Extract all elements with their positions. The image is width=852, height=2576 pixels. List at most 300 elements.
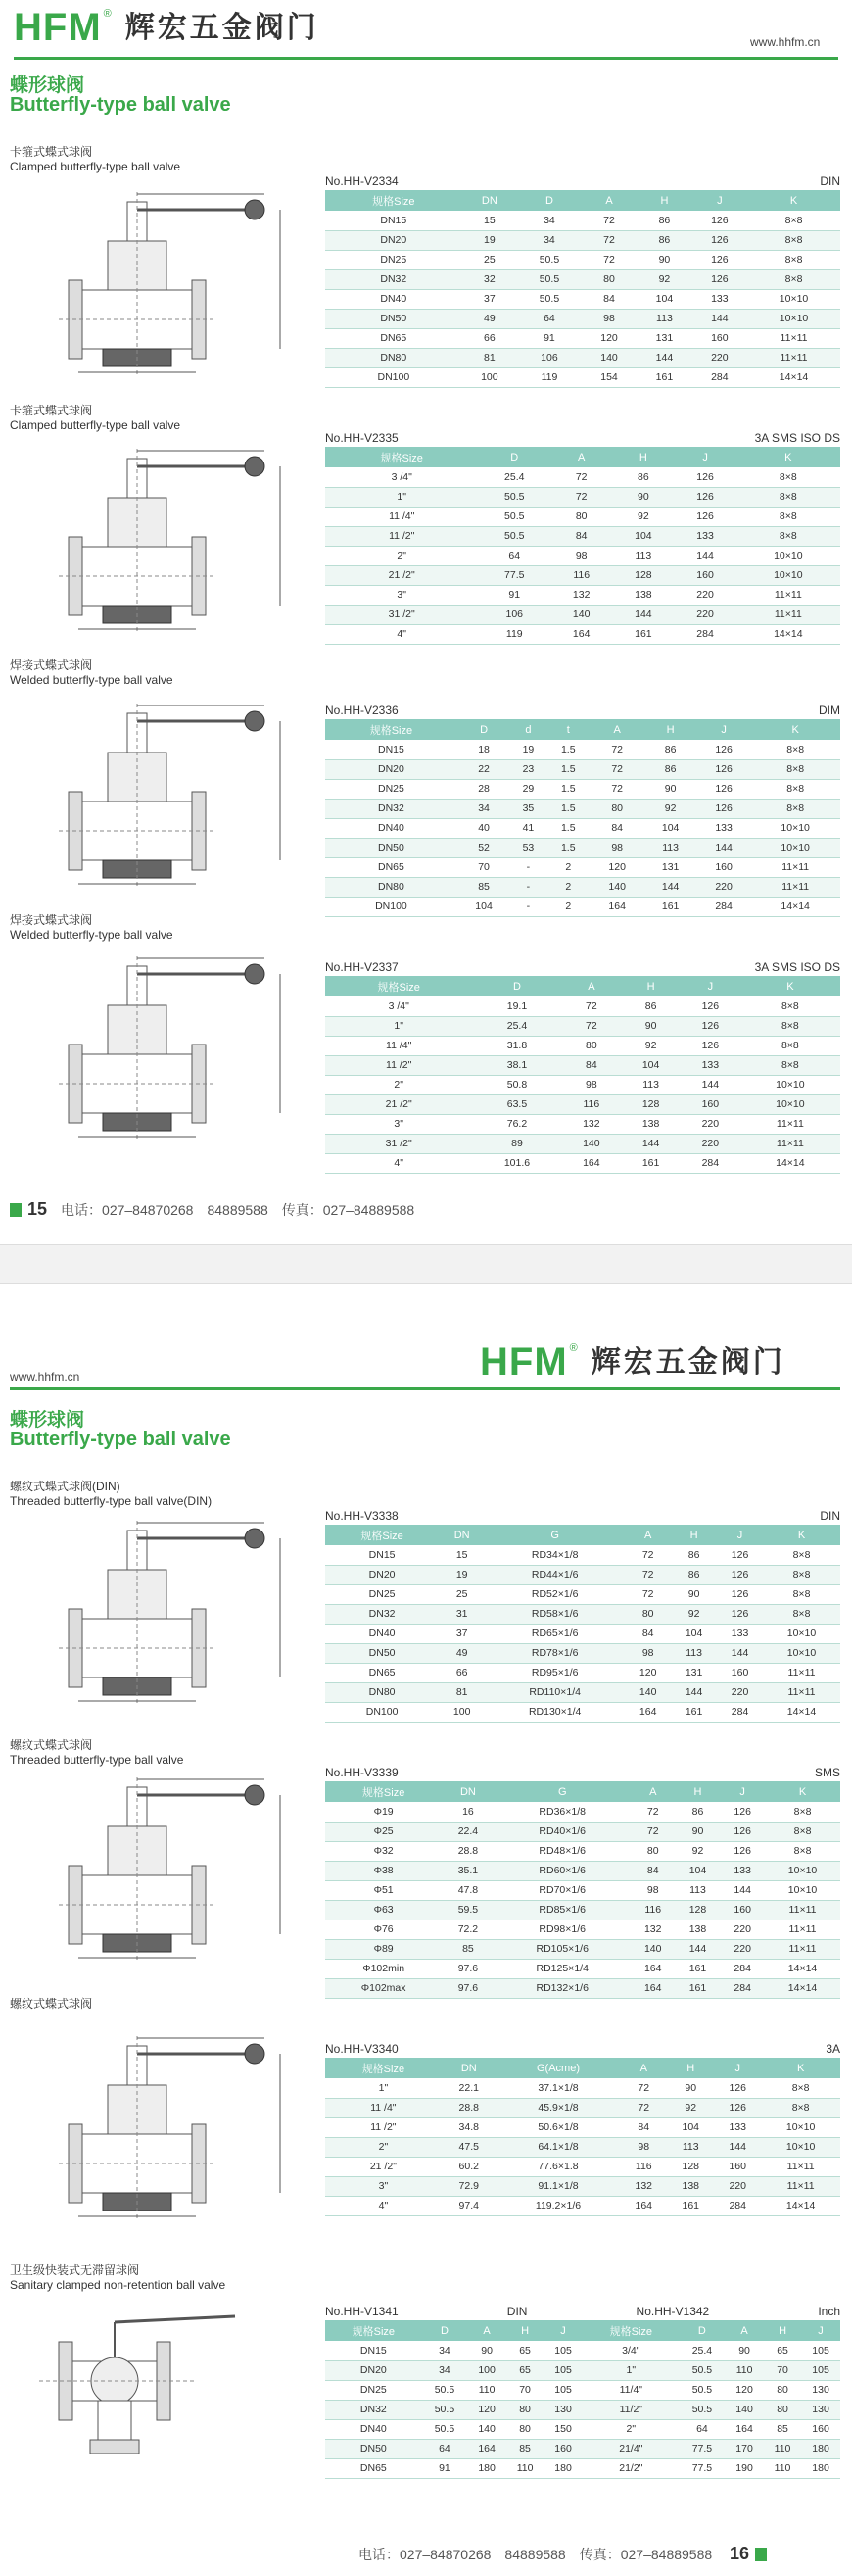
table-cell: 11×11 — [740, 1114, 840, 1134]
column-header: 规格Size — [325, 1525, 439, 1545]
table-cell: 144 — [671, 1682, 717, 1702]
table-cell: 144 — [612, 605, 674, 624]
table-cell: 80 — [506, 2400, 544, 2419]
table-row — [325, 2137, 840, 2157]
table-cell: 126 — [681, 1036, 740, 1055]
table-cell: 90 — [637, 250, 691, 269]
table-cell: Φ25 — [325, 1822, 442, 1841]
table-cell: 70 — [764, 2360, 801, 2380]
table-cell: 132 — [561, 1114, 621, 1134]
table-cell: 144 — [643, 877, 696, 897]
table-cell: 133 — [674, 526, 735, 546]
table-cell: 105 — [544, 2380, 583, 2400]
table-cell: 126 — [720, 1802, 765, 1822]
table-cell: 41 — [510, 818, 545, 838]
table-cell: RD34×1/8 — [485, 1545, 625, 1565]
table-cell: 34 — [422, 2341, 467, 2360]
table-cell: 72 — [625, 1565, 671, 1584]
table-cell: - — [510, 857, 545, 877]
table-cell: 50.8 — [472, 1075, 561, 1094]
table-cell: 2" — [325, 2137, 442, 2157]
column-header: H — [637, 190, 691, 211]
column-header: A — [625, 1525, 671, 1545]
table-cell: 161 — [676, 1959, 721, 1978]
table-cell: 86 — [643, 759, 696, 779]
table-cell: 126 — [692, 230, 747, 250]
footer — [10, 1199, 414, 1220]
table-cell: 220 — [681, 1134, 740, 1153]
column-header: A — [561, 976, 621, 996]
column-header: K — [740, 976, 840, 996]
table-cell: 8×8 — [761, 2098, 840, 2117]
table-cell: 49 — [439, 1643, 485, 1663]
column-header: K — [747, 190, 840, 211]
table-cell: 160 — [544, 2439, 583, 2458]
table-cell: 84 — [631, 1861, 676, 1880]
table-cell: 140 — [467, 2419, 506, 2439]
column-header: H — [621, 976, 681, 996]
table-cell: 65 — [506, 2360, 544, 2380]
product-label: 焊接式蝶式球阀 Welded butterfly-type ball valve — [10, 658, 173, 687]
table-cell: 92 — [621, 1036, 681, 1055]
table-row — [325, 1702, 840, 1722]
table-cell: 8×8 — [736, 526, 840, 546]
table-cell: 21 /2" — [325, 565, 478, 585]
table-cell: 220 — [720, 1939, 765, 1959]
table-cell: 11×11 — [747, 348, 840, 367]
table-row — [325, 269, 840, 289]
table-cell: 180 — [801, 2439, 840, 2458]
table-cell: 8×8 — [761, 2078, 840, 2098]
table-cell: 92 — [612, 507, 674, 526]
table-cell: 11×11 — [736, 605, 840, 624]
table-cell: 220 — [720, 1920, 765, 1939]
table-cell: 8×8 — [763, 1565, 840, 1584]
table-cell: 64 — [478, 546, 550, 565]
table-cell: 144 — [637, 348, 691, 367]
table-cell: 86 — [637, 230, 691, 250]
table-row — [325, 230, 840, 250]
column-header: 规格Size — [325, 1781, 442, 1802]
table-cell: 100 — [439, 1702, 485, 1722]
page-number: 16 — [730, 2544, 750, 2563]
table-cell: 161 — [612, 624, 674, 644]
table-cell: DN15 — [325, 1545, 439, 1565]
table-cell: 98 — [625, 1643, 671, 1663]
table-cell: DN100 — [325, 1702, 439, 1722]
table-cell: RD105×1/6 — [495, 1939, 631, 1959]
table-cell: RD44×1/6 — [485, 1565, 625, 1584]
table-cell: DN20 — [325, 2360, 422, 2380]
table-cell: 50.5 — [680, 2380, 725, 2400]
table-cell: 132 — [550, 585, 612, 605]
table-cell: 45.9×1/8 — [497, 2098, 621, 2117]
table-row — [325, 1841, 840, 1861]
table-cell: 164 — [725, 2419, 764, 2439]
table-cell: 1.5 — [546, 740, 591, 759]
table-cell: 50.5 — [517, 289, 582, 309]
table-cell: 160 — [717, 1663, 763, 1682]
table-row — [325, 467, 840, 487]
table-row — [325, 1822, 840, 1841]
table-cell: 190 — [725, 2458, 764, 2478]
table-cell: 35.1 — [442, 1861, 494, 1880]
table-cell: 65 — [506, 2341, 544, 2360]
table-cell: 164 — [467, 2439, 506, 2458]
table-cell: 144 — [621, 1134, 681, 1153]
spec-table — [325, 2320, 840, 2479]
table-cell: 11×11 — [750, 877, 840, 897]
table-cell: 126 — [714, 2078, 761, 2098]
table-cell: 11×11 — [740, 1134, 840, 1153]
table-cell: 64 — [422, 2439, 467, 2458]
table-cell: 64.1×1/8 — [497, 2137, 621, 2157]
table-cell: 65 — [764, 2341, 801, 2360]
table-cell: 126 — [717, 1565, 763, 1584]
column-header: D — [457, 719, 510, 740]
table-cell: DN65 — [325, 2458, 422, 2478]
table-row — [325, 1939, 840, 1959]
column-header: J — [692, 190, 747, 211]
table-cell: 72 — [561, 996, 621, 1016]
table-cell: 2 — [546, 857, 591, 877]
table-cell: 113 — [637, 309, 691, 328]
table-cell: 84 — [550, 526, 612, 546]
table-cell: 120 — [725, 2380, 764, 2400]
column-header: J — [720, 1781, 765, 1802]
table-cell: 164 — [591, 897, 643, 916]
table-cell: 77.5 — [680, 2439, 725, 2458]
table-cell: 8×8 — [765, 1841, 840, 1861]
table-cell: 3 /4" — [325, 467, 478, 487]
website-url[interactable]: www.hhfm.cn — [10, 1370, 80, 1384]
table-cell: RD130×1/4 — [485, 1702, 625, 1722]
table-cell: 84 — [591, 818, 643, 838]
table-cell: 86 — [671, 1565, 717, 1584]
column-header: 规格Size — [325, 190, 462, 211]
standard-label: DIN — [820, 174, 840, 188]
table-cell: 34 — [457, 799, 510, 818]
column-header: H — [643, 719, 696, 740]
table-cell: 164 — [631, 1959, 676, 1978]
column-header: J — [801, 2320, 840, 2341]
table-cell: 8×8 — [747, 230, 840, 250]
table-row — [325, 526, 840, 546]
table-cell: 8×8 — [763, 1584, 840, 1604]
table-cell: RD132×1/6 — [495, 1978, 631, 1998]
spec-table — [325, 976, 840, 1174]
table-row — [325, 1055, 840, 1075]
table-cell: 180 — [801, 2458, 840, 2478]
table-cell: 10×10 — [761, 2117, 840, 2137]
table-cell: 126 — [717, 1545, 763, 1565]
table-cell: 11×11 — [736, 585, 840, 605]
table-cell: 161 — [643, 897, 696, 916]
table-cell: 110 — [764, 2458, 801, 2478]
table-cell: 144 — [674, 546, 735, 565]
table-row — [325, 838, 840, 857]
table-cell: 140 — [725, 2400, 764, 2419]
table-cell: 37 — [462, 289, 517, 309]
table-cell: 92 — [667, 2098, 714, 2117]
website-url[interactable]: www.hhfm.cn — [750, 35, 821, 49]
table-cell: 80 — [625, 1604, 671, 1624]
table-cell: 2" — [325, 1075, 472, 1094]
product-label: 螺纹式蝶式球阀 — [10, 1997, 93, 2011]
table-cell: 220 — [681, 1114, 740, 1134]
column-header: A — [725, 2320, 764, 2341]
table-cell: 90 — [676, 1822, 721, 1841]
table-row — [325, 1153, 840, 1173]
table-cell: 14×14 — [747, 367, 840, 387]
table-row — [325, 1959, 840, 1978]
table-cell: 100 — [462, 367, 517, 387]
table-cell: 35 — [510, 799, 545, 818]
table-cell: RD98×1/6 — [495, 1920, 631, 1939]
table-cell: 8×8 — [765, 1802, 840, 1822]
column-header: G — [495, 1781, 631, 1802]
table-row — [325, 759, 840, 779]
table-row — [325, 1075, 840, 1094]
table-row — [325, 2439, 840, 2458]
table-cell: 92 — [643, 799, 696, 818]
model-number: No.HH-V2337 — [325, 960, 399, 974]
table-cell: 132 — [620, 2176, 667, 2196]
spec-table-block — [325, 1764, 840, 1999]
table-cell: 144 — [714, 2137, 761, 2157]
table-cell: 53 — [510, 838, 545, 857]
table-cell: 90 — [643, 779, 696, 799]
model-number: No.HH-V2335 — [325, 431, 399, 445]
table-cell: 3" — [325, 585, 478, 605]
table-cell: 4" — [325, 2196, 442, 2215]
table-row — [325, 1861, 840, 1880]
table-cell: 64 — [517, 309, 582, 328]
table-cell: 180 — [544, 2458, 583, 2478]
table-cell: 19 — [462, 230, 517, 250]
registered-mark: ® — [103, 8, 112, 20]
table-cell: 113 — [643, 838, 696, 857]
table-cell: DN50 — [325, 309, 462, 328]
table-cell: DN50 — [325, 1643, 439, 1663]
header-rule — [14, 57, 838, 60]
table-cell: RD40×1/6 — [495, 1822, 631, 1841]
table-cell: 106 — [517, 348, 582, 367]
table-cell: 8×8 — [765, 1822, 840, 1841]
table-cell: 89 — [472, 1134, 561, 1153]
table-cell: RD110×1/4 — [485, 1682, 625, 1702]
table-cell: 92 — [671, 1604, 717, 1624]
table-cell: 66 — [439, 1663, 485, 1682]
column-header: A — [467, 2320, 506, 2341]
table-cell: 80 — [591, 799, 643, 818]
logo-text: HFM — [480, 1340, 568, 1384]
table-cell: 126 — [720, 1822, 765, 1841]
table-cell: 66 — [462, 328, 517, 348]
table-cell: 90 — [621, 1016, 681, 1036]
table-cell: RD85×1/6 — [495, 1900, 631, 1920]
table-cell: 15 — [462, 211, 517, 230]
table-row — [325, 1802, 840, 1822]
table-cell: 37 — [439, 1624, 485, 1643]
table-cell: 170 — [725, 2439, 764, 2458]
table-cell: 50.5 — [422, 2419, 467, 2439]
table-cell: 22.4 — [442, 1822, 494, 1841]
table-cell: 8×8 — [750, 779, 840, 799]
page-marker — [10, 1203, 22, 1217]
table-cell: 110 — [764, 2439, 801, 2458]
table-cell: DN20 — [325, 759, 457, 779]
table-row — [325, 1016, 840, 1036]
table-cell: DN25 — [325, 1584, 439, 1604]
table-cell: 25.4 — [472, 1016, 561, 1036]
table-cell: 91.1×1/8 — [497, 2176, 621, 2196]
table-cell: Φ38 — [325, 1861, 442, 1880]
spec-table — [325, 2058, 840, 2216]
table-cell: - — [510, 877, 545, 897]
table-cell: 11/4" — [583, 2380, 680, 2400]
table-cell: DN80 — [325, 348, 462, 367]
table-cell: 14×14 — [763, 1702, 840, 1722]
table-cell: 116 — [561, 1094, 621, 1114]
table-cell: 10×10 — [765, 1880, 840, 1900]
table-cell: 10×10 — [763, 1624, 840, 1643]
spec-table — [325, 447, 840, 645]
table-cell: 25.4 — [478, 467, 550, 487]
table-row — [325, 2400, 840, 2419]
table-row — [325, 1900, 840, 1920]
table-cell: 81 — [462, 348, 517, 367]
table-cell: 31 — [439, 1604, 485, 1624]
table-cell: 144 — [692, 309, 747, 328]
spec-table-block — [325, 2303, 840, 2479]
spec-table-block — [325, 172, 840, 388]
table-cell: 110 — [725, 2360, 764, 2380]
table-row — [325, 585, 840, 605]
table-cell: 119 — [478, 624, 550, 644]
table-cell: 10×10 — [740, 1075, 840, 1094]
table-cell: 4" — [325, 1153, 472, 1173]
table-row — [325, 2176, 840, 2196]
table-cell: 25 — [439, 1584, 485, 1604]
column-header: A — [582, 190, 637, 211]
table-cell: 284 — [697, 897, 750, 916]
table-cell: 70 — [457, 857, 510, 877]
table-cell: 81 — [439, 1682, 485, 1702]
table-cell: 11/2" — [583, 2400, 680, 2419]
table-cell: 104 — [457, 897, 510, 916]
table-cell: 50.5 — [680, 2360, 725, 2380]
table-cell: Φ102max — [325, 1978, 442, 1998]
column-header: K — [761, 2058, 840, 2078]
column-header: J — [697, 719, 750, 740]
table-cell: 160 — [681, 1094, 740, 1114]
table-cell: 8×8 — [740, 1016, 840, 1036]
table-cell: 86 — [621, 996, 681, 1016]
table-cell: 72 — [550, 467, 612, 487]
model-number: No.HH-V2334 — [325, 174, 399, 188]
table-cell: 126 — [674, 487, 735, 507]
table-cell: 72 — [625, 1584, 671, 1604]
table-cell: 11×11 — [761, 2157, 840, 2176]
column-header: H — [671, 1525, 717, 1545]
table-cell: 50.6×1/8 — [497, 2117, 621, 2137]
table-row — [325, 740, 840, 759]
table-cell: 10×10 — [765, 1861, 840, 1880]
table-row — [325, 2078, 840, 2098]
table-cell: 133 — [697, 818, 750, 838]
table-cell: Φ19 — [325, 1802, 442, 1822]
table-row — [325, 779, 840, 799]
table-cell: - — [510, 897, 545, 916]
table-row — [325, 328, 840, 348]
table-cell: 161 — [671, 1702, 717, 1722]
table-cell: 8×8 — [736, 467, 840, 487]
table-row — [325, 211, 840, 230]
table-cell: RD78×1/6 — [485, 1643, 625, 1663]
column-header: J — [714, 2058, 761, 2078]
product-label: 焊接式蝶式球阀 Welded butterfly-type ball valve — [10, 913, 173, 942]
table-cell: 101.6 — [472, 1153, 561, 1173]
table-cell: 144 — [717, 1643, 763, 1663]
table-cell: 77.5 — [478, 565, 550, 585]
valve-technical-drawing — [49, 2026, 304, 2222]
table-cell: 47.8 — [442, 1880, 494, 1900]
table-cell: 126 — [720, 1841, 765, 1861]
table-row — [325, 507, 840, 526]
table-cell: 138 — [621, 1114, 681, 1134]
table-cell: 50.5 — [478, 526, 550, 546]
table-cell: 128 — [676, 1900, 721, 1920]
column-header: A — [550, 447, 612, 467]
column-header: D — [478, 447, 550, 467]
table-cell: 154 — [582, 367, 637, 387]
table-row — [325, 996, 840, 1016]
table-row — [325, 2196, 840, 2215]
table-cell: 11×11 — [765, 1900, 840, 1920]
table-cell: 8×8 — [740, 1055, 840, 1075]
table-cell: DN100 — [325, 367, 462, 387]
table-cell: 1.5 — [546, 799, 591, 818]
sanitary-valve-drawing — [39, 2303, 294, 2499]
table-cell: 140 — [591, 877, 643, 897]
table-cell: 22 — [457, 759, 510, 779]
column-header: 规格Size — [325, 2058, 442, 2078]
table-row — [325, 1682, 840, 1702]
table-cell: 64 — [680, 2419, 725, 2439]
table-cell: 80 — [506, 2419, 544, 2439]
table-cell: 72 — [582, 211, 637, 230]
table-cell: 140 — [631, 1939, 676, 1959]
table-cell: 16 — [442, 1802, 494, 1822]
table-cell: 85 — [442, 1939, 494, 1959]
table-cell: 14×14 — [765, 1978, 840, 1998]
table-row — [325, 2380, 840, 2400]
table-cell: 284 — [681, 1153, 740, 1173]
table-cell: 133 — [692, 289, 747, 309]
table-cell: 34 — [422, 2360, 467, 2380]
table-cell: 10×10 — [740, 1094, 840, 1114]
table-cell: 131 — [671, 1663, 717, 1682]
table-row — [325, 897, 840, 916]
table-cell: 21 /2" — [325, 2157, 442, 2176]
table-cell: DN15 — [325, 740, 457, 759]
table-cell: 98 — [620, 2137, 667, 2157]
table-cell: 98 — [550, 546, 612, 565]
column-header: A — [620, 2058, 667, 2078]
table-cell: 14×14 — [740, 1153, 840, 1173]
brand-logo — [14, 8, 319, 47]
